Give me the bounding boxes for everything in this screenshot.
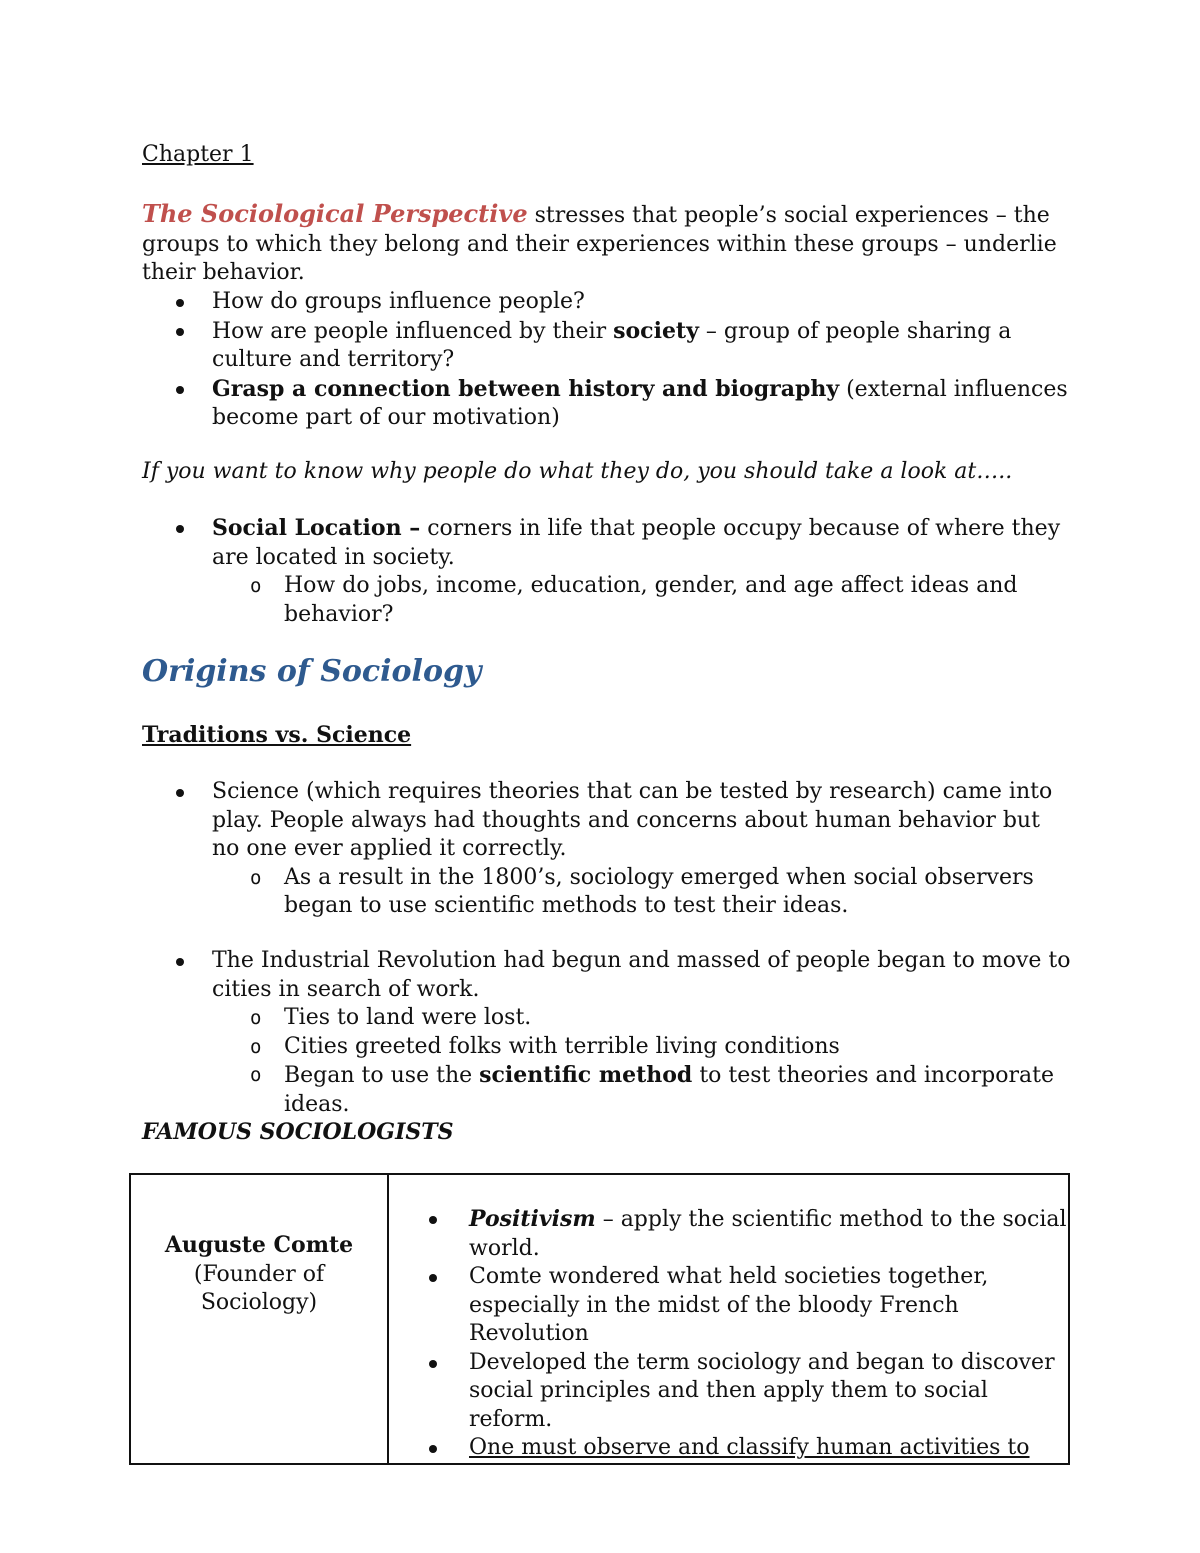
sub-list-item: o How do jobs, income, education, gender, and age affect ideas and behavior? (142, 572, 1072, 629)
list-item: Developed the term sociology and began to discover social principles and then apply them to social reform. (389, 1349, 1068, 1435)
italic-note: If you want to know why people do what they do, you should take a look at….. (142, 459, 1013, 484)
list-item: Social Location – corners in life that people occupy because of where they are located in society. (142, 514, 1072, 572)
sub-list-item: o Cities greeted folks with terrible living conditions (142, 1033, 1072, 1062)
traditions-subheading: Traditions vs. Science (142, 722, 412, 748)
sub-list-item: o Began to use the scientific method to test theories and incorporate ideas. (142, 1061, 1072, 1119)
sociologist-role: (Founder of Sociology) (193, 1261, 325, 1315)
sociologist-name: Auguste Comte (164, 1232, 354, 1258)
list-item: How do groups influence people? (142, 288, 1072, 317)
sociologist-name-cell (130, 1174, 388, 1464)
list-item: Comte wondered what held societies together, especially in the midst of the bloody French Revolution (389, 1263, 1068, 1349)
list-item: One must observe and classify human activities to (389, 1434, 1068, 1463)
comte-points (389, 1205, 1068, 1463)
list-item: The Industrial Revolution had begun and massed of people began to move to cities in search of work. (142, 947, 1072, 1004)
chapter-label: Chapter 1 (142, 142, 254, 167)
intro-paragraph: The Sociological Perspective stresses that people’s social experiences – the groups to which they belong and their experiences within these groups – underlie their behavior. (142, 199, 1057, 285)
social-location-list (142, 514, 1072, 629)
sociologist-desc-cell (388, 1174, 1069, 1464)
science-list (142, 778, 1072, 921)
famous-heading: FAMOUS SOCIOLOGISTS (142, 1119, 454, 1145)
list-item: Grasp a connection between history and biography (external influences become part of our motivation) (142, 375, 1072, 433)
list-item: Science (which requires theories that can be tested by research) came into play. People always had thoughts and concerns about human behavior but no one ever applied it correctly. (142, 778, 1072, 864)
perspective-term: The Sociological Perspective (142, 199, 528, 228)
sub-list-item: o Ties to land were lost. (142, 1004, 1072, 1033)
intro-bullet-list (142, 288, 1072, 433)
sociologists-table (129, 1173, 1070, 1465)
sub-list-item: o As a result in the 1800’s, sociology emerged when social observers began to use scientific methods to test their ideas. (142, 864, 1072, 921)
origins-heading: Origins of Sociology (142, 654, 482, 689)
list-item: Positivism – apply the scientific method to the social world. (389, 1205, 1068, 1263)
industrial-list (142, 947, 1072, 1119)
list-item: How are people influenced by their society – group of people sharing a culture and territory? (142, 317, 1072, 375)
table-row (130, 1174, 1069, 1464)
